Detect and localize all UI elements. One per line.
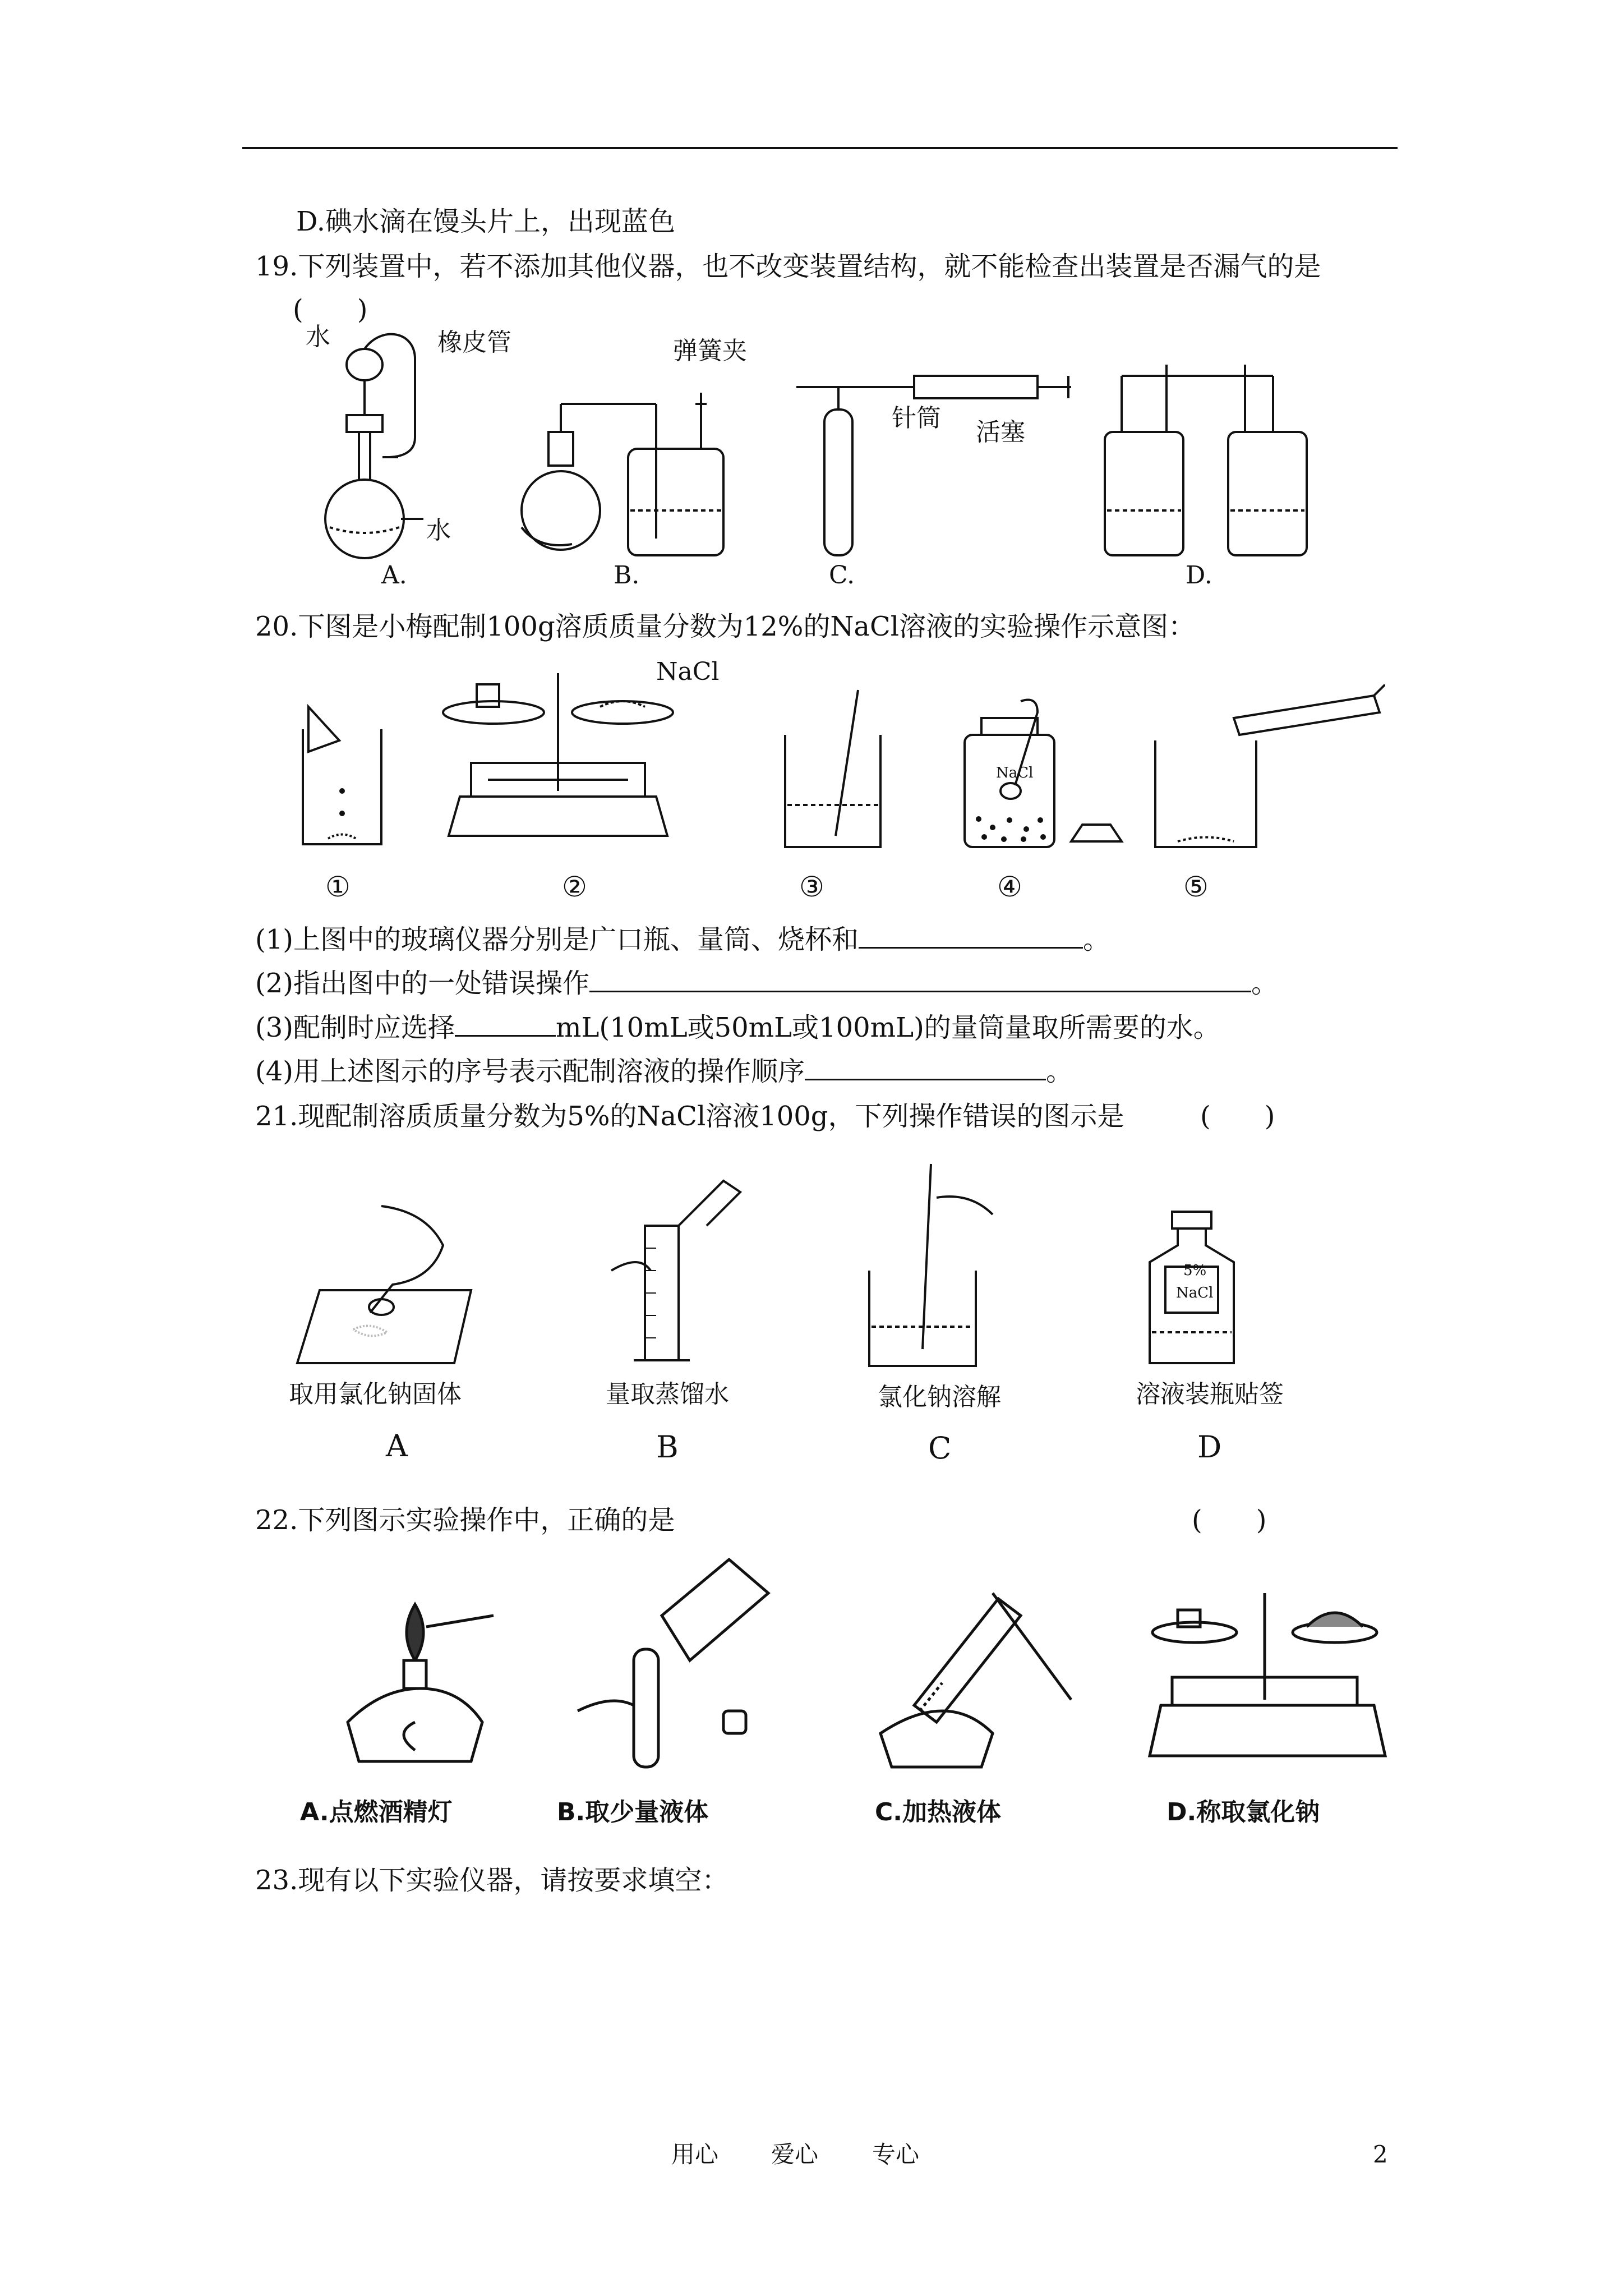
q21-letter-a: A — [386, 1428, 408, 1464]
q22-stem: 22.下列图示实验操作中，正确的是 — [255, 1504, 675, 1536]
q20-stem: 20.下图是小梅配制100g溶质质量分数为12%的NaCl溶液的实验操作示意图： — [255, 611, 1196, 642]
q22-figure-d — [1144, 1588, 1396, 1773]
q22-figure-a — [336, 1582, 505, 1767]
q18-option-d: D.碘水滴在馒头片上，出现蓝色 — [296, 206, 676, 237]
q20-sub2-blank[interactable] — [589, 991, 1251, 992]
q19-figure-c — [785, 337, 1077, 561]
q20-sub4: (4)用上述图示的序号表示配制溶液的操作顺序 。 — [255, 1056, 1073, 1087]
q22-caption-c: C.加热液体 — [875, 1798, 1002, 1826]
q19-option-c: C. — [829, 561, 855, 590]
q19-option-d: D. — [1186, 561, 1212, 590]
q20-sub1-blank[interactable] — [859, 947, 1083, 949]
q20-bottle-label: NaCl — [996, 765, 1034, 781]
page-number: 2 — [1373, 2141, 1388, 2168]
q21-bottle-name: NaCl — [1176, 1285, 1214, 1301]
q20-step-5: ⑤ — [1183, 871, 1209, 903]
q20-figure-2 — [437, 656, 679, 864]
q19-c-syringe-label: 针筒 — [892, 404, 941, 432]
q20-sub4-blank[interactable] — [805, 1079, 1046, 1080]
q20-figure-3 — [774, 684, 892, 853]
q21-caption-c: 氯化钠溶解 — [878, 1383, 1001, 1411]
q20-sub2: (2)指出图中的一处错误操作 。 — [255, 968, 1279, 999]
q21-letter-b: B — [656, 1429, 679, 1465]
q19-stem: 19.下列装置中，若不添加其他仪器，也不改变装置结构，就不能检查出装置是否漏气的是 — [255, 251, 1321, 282]
q20-figure-4 — [953, 690, 1127, 853]
q20-sub3-blank[interactable] — [455, 1035, 556, 1037]
q20-step-4: ④ — [997, 871, 1022, 903]
q20-nacl-label: NaCl — [656, 657, 720, 686]
q19-b-spring-clip-label: 弹簧夹 — [673, 337, 747, 365]
q21-caption-a: 取用氯化钠固体 — [289, 1380, 462, 1409]
header-rule — [242, 147, 1398, 149]
q22-figure-c — [858, 1571, 1094, 1773]
q22-caption-a: A.点燃酒精灯 — [300, 1798, 453, 1826]
q21-figure-a — [286, 1195, 488, 1374]
q19-figure-b — [516, 359, 763, 561]
q21-figure-c — [858, 1158, 1021, 1372]
q20-step-2: ② — [562, 871, 587, 903]
q19-a-water-bottom-label: 水 — [426, 516, 451, 545]
q21-figure-b — [594, 1158, 746, 1372]
q19-figure-d — [1088, 353, 1324, 561]
q19-option-b: B. — [614, 561, 640, 590]
q22-caption-d: D.称取氯化钠 — [1166, 1798, 1320, 1826]
footer-middle: 爱心 — [771, 2141, 819, 2168]
q22-figure-b — [561, 1548, 785, 1773]
q22-caption-b: B.取少量液体 — [557, 1798, 709, 1826]
footer-right: 专心 — [872, 2141, 920, 2168]
q23-stem: 23.现有以下实验仪器，请按要求填空： — [255, 1865, 729, 1896]
q21-caption-b: 量取蒸馏水 — [606, 1380, 729, 1409]
q19-figure-a — [303, 325, 516, 561]
q21-stem: 21.现配制溶质质量分数为5%的NaCl溶液100g，下列操作错误的图示是 — [255, 1101, 1124, 1132]
q20-step-3: ③ — [799, 871, 824, 903]
q20-sub1: (1)上图中的玻璃仪器分别是广口瓶、量筒、烧杯和 。 — [255, 924, 1110, 955]
footer-left: 用心 — [671, 2141, 719, 2168]
q20-step-1: ① — [325, 871, 351, 903]
q19-option-a: A. — [381, 561, 407, 590]
q22-answer-paren: ( ) — [1192, 1504, 1267, 1536]
q19-c-piston-label: 活塞 — [976, 418, 1025, 447]
q21-answer-paren: ( ) — [1200, 1101, 1275, 1132]
q20-figure-5 — [1144, 684, 1385, 853]
q19-a-rubber-tube-label: 橡皮管 — [437, 328, 511, 357]
q21-letter-d: D — [1197, 1429, 1222, 1465]
q21-caption-d: 溶液装瓶贴签 — [1136, 1380, 1284, 1409]
q19-answer-paren: ( ) — [293, 294, 368, 325]
q20-sub3: (3)配制时应选择 mL(10mL或50mL或100mL)的量筒量取所需要的水。 — [255, 1012, 1220, 1043]
q19-a-water-label: 水 — [306, 323, 330, 351]
q20-figure-1 — [286, 701, 398, 853]
q21-bottle-percent: 5% — [1183, 1262, 1207, 1279]
q21-letter-c: C — [928, 1430, 952, 1466]
